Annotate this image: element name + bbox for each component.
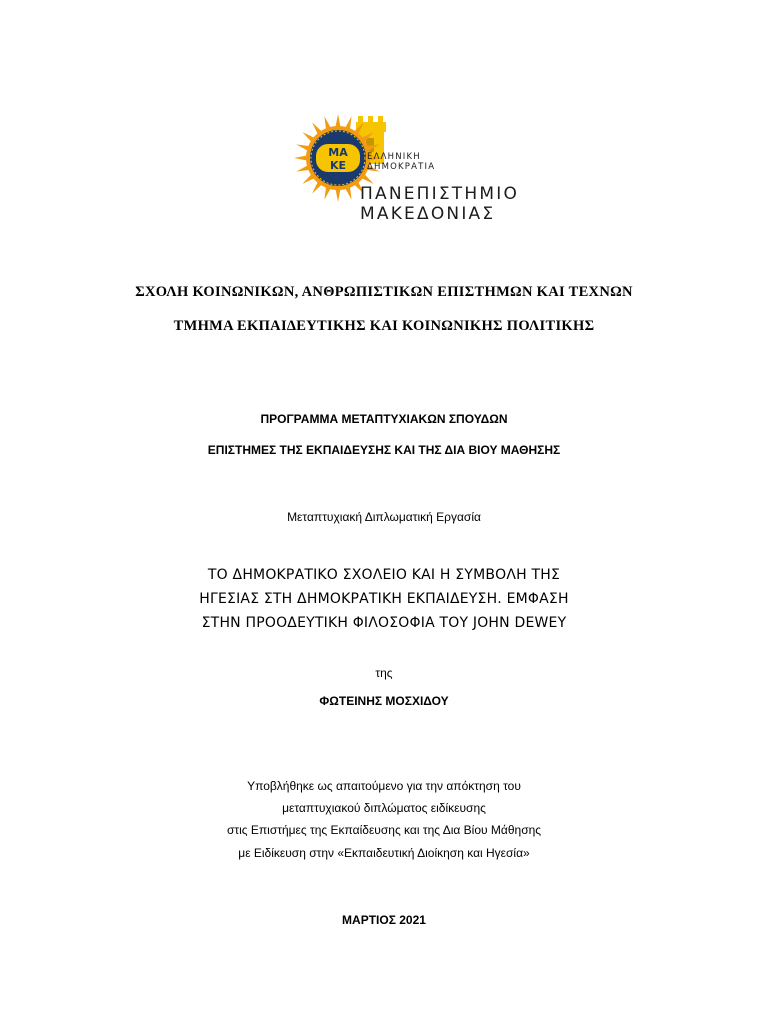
sun-ray <box>335 188 340 202</box>
submission-line1: Υποβλήθηκε ως απαιτούμενο για την απόκτηση του <box>247 779 521 793</box>
by-label: της <box>375 666 393 680</box>
thesis-title-line3: ΣΤΗΝ ΠΡΟΟΔΕΥΤΙΚΗ ΦΙΛΟΣΟΦΙΑ ΤΟΥ JOHN DEWEY <box>201 615 567 631</box>
program-name: ΕΠΙΣΤΗΜΕΣ ΤΗΣ ΕΚΠΑΙΔΕΥΣΗΣ ΚΑΙ ΤΗΣ ΔΙΑ ΒΙΟΥ ΜΑΘΗΣΗΣ <box>207 443 561 457</box>
thesis-type: Μεταπτυχιακή Διπλωματική Εργασία <box>287 510 481 524</box>
school-heading: ΣΧΟΛΗ ΚΟΙΝΩΝΙΚΩΝ, ΑΝΘΡΩΠΙΣΤΙΚΩΝ ΕΠΙΣΤΗΜΩΝ ΚΑΙ ΤΕΧΝΩΝ <box>135 284 633 300</box>
thesis-title-line2: ΗΓΕΣΙΑΣ ΣΤΗ ΔΗΜΟΚΡΑΤΙΚΗ ΕΚΠΑΙΔΕΥΣΗ. ΕΜΦΑΣΗ <box>199 591 569 607</box>
country-line1: ΕΛΛΗΝΙΚΗ <box>367 152 421 162</box>
svg-text:ΚΕ: ΚΕ <box>329 159 347 172</box>
svg-text:ΜΑ: ΜΑ <box>328 146 348 159</box>
submission-line2: μεταπτυχιακού διπλώματος ειδίκευσης <box>282 801 486 815</box>
thesis-title-line1: ΤΟ ΔΗΜΟΚΡΑΤΙΚΟ ΣΧΟΛΕΙΟ ΚΑΙ Η ΣΥΜΒΟΛΗ ΤΗΣ <box>207 567 561 583</box>
sun-ray <box>294 155 308 160</box>
program-heading: ΠΡΟΓΡΑΜΜΑ ΜΕΤΑΠΤΥΧΙΑΚΩΝ ΣΠΟΥΔΩΝ <box>260 412 508 426</box>
university-name-line1: ΠΑΝΕΠΙΣΤΗΜΙΟ <box>360 184 520 204</box>
department-heading: ΤΜΗΜΑ ΕΚΠΑΙΔΕΥΤΙΚΗΣ ΚΑΙ ΚΟΙΝΩΝΙΚΗΣ ΠΟΛΙΤΙΚΗΣ <box>173 318 595 334</box>
university-name-line2: ΜΑΚΕΔΟΝΙΑΣ <box>360 204 496 224</box>
sun-ray <box>335 114 340 128</box>
author-name: ΦΩΤΕΙΝΗΣ ΜΟΣΧΙΔΟΥ <box>319 694 449 708</box>
submission-date: ΜΑΡΤΙΟΣ 2021 <box>342 913 426 927</box>
submission-line3: στις Επιστήμες της Εκπαίδευσης και της Δια Βίου Μάθησης <box>226 823 542 837</box>
country-line2: ΔΗΜΟΚΡΑΤΙΑ <box>367 162 436 172</box>
submission-line4: με Ειδίκευση στην «Εκπαιδευτική Διοίκηση και Ηγεσία» <box>238 846 530 860</box>
